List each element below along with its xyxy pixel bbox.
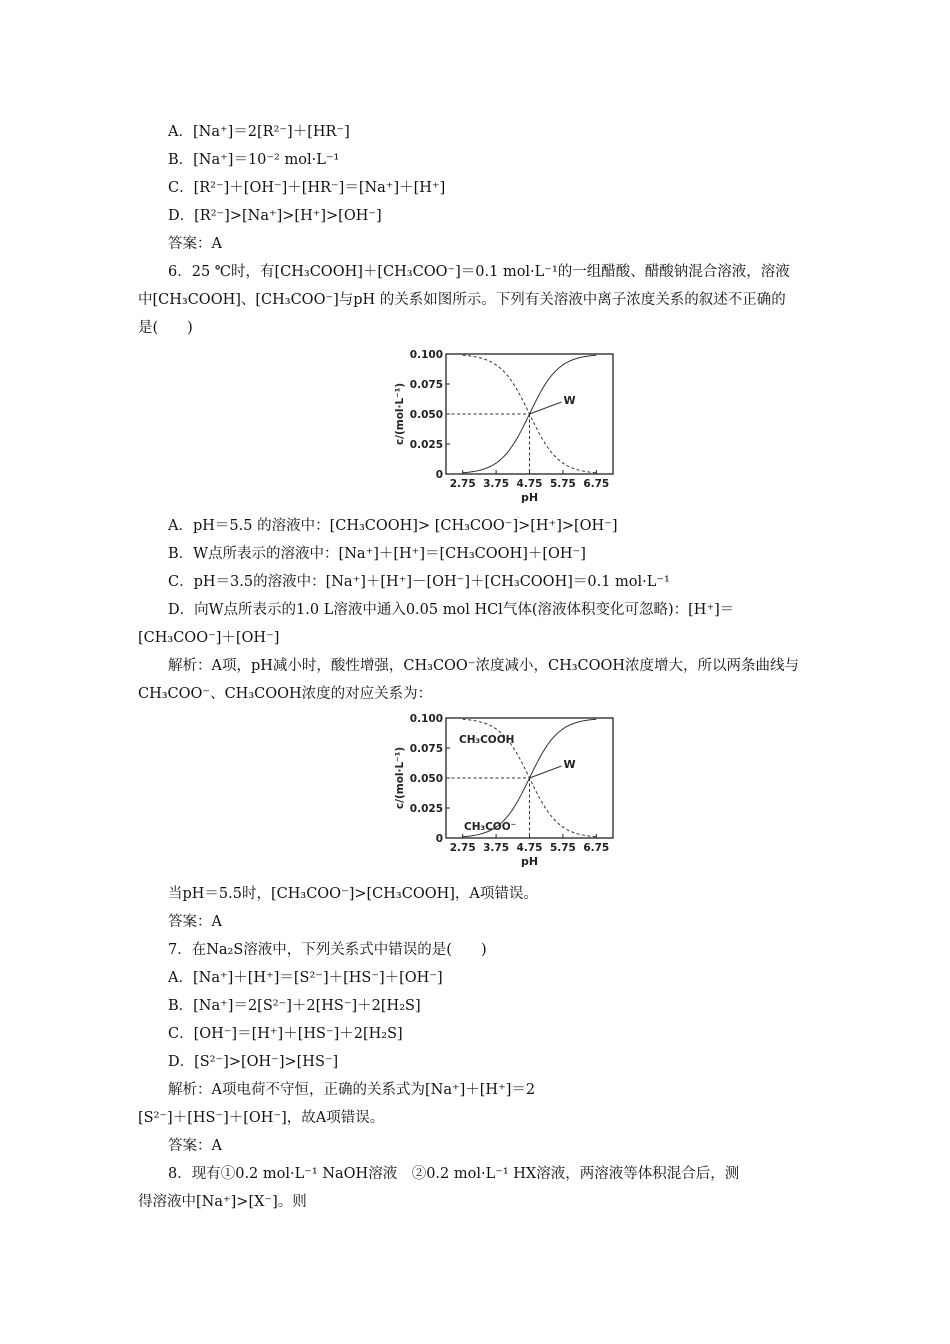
q6-analysis-line-1: 解析：A项，pH减小时，酸性增强，CH₃COO⁻浓度减小，CH₃COOH浓度增大，所以两条曲线与 — [168, 658, 800, 674]
q7-option-d: D．[S²⁻]>[OH⁻]>[HS⁻] — [168, 1054, 339, 1070]
chart-1 — [390, 344, 630, 508]
question-7: 7．在Na₂S溶液中，下列关系式中错误的是( ) — [168, 942, 487, 958]
y-tick-label: 0.100 — [409, 713, 443, 725]
x-axis-label: pH — [520, 491, 539, 504]
y-tick-label: 0 — [435, 469, 443, 481]
y-tick-label: 0.050 — [409, 409, 443, 421]
w-point-label: W — [563, 758, 576, 771]
x-tick-label: 4.75 — [516, 478, 543, 490]
x-tick-label: 2.75 — [449, 842, 476, 854]
q6-analysis-line-2: CH₃COO⁻、CH₃COOH浓度的对应关系为： — [138, 686, 433, 702]
x-tick-label: 5.75 — [549, 842, 576, 854]
y-tick-label: 0.050 — [409, 773, 443, 785]
q7-analysis-line-2: [S²⁻]＋[HS⁻]＋[OH⁻]，故A项错误。 — [138, 1110, 385, 1126]
question-6-line-3: 是( ) — [138, 320, 193, 336]
curve-label-acetate: CH₃COO⁻ — [464, 821, 517, 833]
q6-option-d-line-1: D．向W点所表示的1.0 L溶液中通入0.05 mol HCl气体(溶液体积变化可忽略)：[H⁺]＝ — [168, 602, 735, 618]
q7-option-a: A．[Na⁺]＋[H⁺]＝[S²⁻]＋[HS⁻]＋[OH⁻] — [168, 970, 443, 986]
answer: 答案：A — [168, 236, 222, 252]
y-tick-label: 0.025 — [409, 803, 443, 815]
q6-conclusion: 当pH＝5.5时，[CH₃COO⁻]>[CH₃COOH]，A项错误。 — [168, 886, 538, 902]
q6-option-a: A．pH＝5.5 的溶液中：[CH₃COOH]> [CH₃COO⁻]>[H⁺]>[OH⁻] — [168, 518, 618, 534]
question-8-line-1: 8．现有①0.2 mol·L⁻¹ NaOH溶液 ②0.2 mol·L⁻¹ HX溶液，两溶液等体积混合后，测 — [168, 1166, 740, 1182]
chart-2 — [390, 708, 630, 872]
q7-option-c: C．[OH⁻]＝[H⁺]＋[HS⁻]＋2[H₂S] — [168, 1026, 403, 1042]
option-a: A．[Na⁺]＝2[R²⁻]＋[HR⁻] — [168, 124, 350, 140]
x-tick-label: 6.75 — [583, 478, 610, 490]
y-axis-label: c/(mol·L⁻¹) — [394, 746, 406, 810]
question-6-line-1: 6．25 ℃时，有[CH₃COOH]＋[CH₃COO⁻]＝0.1 mol·L⁻¹的一组醋酸、醋酸钠混合溶液，溶液 — [168, 264, 790, 280]
x-tick-label: 3.75 — [483, 478, 510, 490]
q6-option-c: C．pH＝3.5的溶液中：[Na⁺]＋[H⁺]－[OH⁻]＋[CH₃COOH]＝0.1 mol·L⁻¹ — [168, 574, 670, 590]
q6-option-d-line-2: [CH₃COO⁻]＋[OH⁻] — [138, 630, 280, 646]
x-axis-label: pH — [520, 855, 539, 868]
y-tick-label: 0.075 — [409, 743, 443, 755]
x-tick-label: 4.75 — [516, 842, 543, 854]
y-tick-label: 0.025 — [409, 439, 443, 451]
q7-analysis-line-1: 解析：A项电荷不守恒，正确的关系式为[Na⁺]＋[H⁺]＝2 — [168, 1082, 536, 1098]
x-tick-label: 2.75 — [449, 478, 476, 490]
x-tick-label: 5.75 — [549, 478, 576, 490]
q6-answer: 答案：A — [168, 914, 222, 930]
y-axis-label: c/(mol·L⁻¹) — [394, 382, 406, 446]
q6-option-b: B．W点所表示的溶液中：[Na⁺]＋[H⁺]＝[CH₃COOH]＋[OH⁻] — [168, 546, 586, 562]
y-tick-label: 0.075 — [409, 379, 443, 391]
y-tick-label: 0 — [435, 833, 443, 845]
option-d: D．[R²⁻]>[Na⁺]>[H⁺]>[OH⁻] — [168, 208, 382, 224]
question-8-line-2: 得溶液中[Na⁺]>[X⁻]。则 — [138, 1194, 307, 1210]
y-tick-label: 0.100 — [409, 349, 443, 361]
x-tick-label: 6.75 — [583, 842, 610, 854]
option-c: C．[R²⁻]＋[OH⁻]＋[HR⁻]＝[Na⁺]＋[H⁺] — [168, 180, 446, 196]
curve-label-acid: CH₃COOH — [459, 734, 515, 746]
x-tick-label: 3.75 — [483, 842, 510, 854]
q7-answer: 答案：A — [168, 1138, 222, 1154]
w-point-label: W — [563, 394, 576, 407]
q7-option-b: B．[Na⁺]＝2[S²⁻]＋2[HS⁻]＋2[H₂S] — [168, 998, 421, 1014]
question-6-line-2: 中[CH₃COOH]、[CH₃COO⁻]与pH 的关系如图所示。下列有关溶液中离子浓度关系的叙述不正确的 — [138, 292, 786, 308]
option-b: B．[Na⁺]＝10⁻² mol·L⁻¹ — [168, 152, 340, 168]
